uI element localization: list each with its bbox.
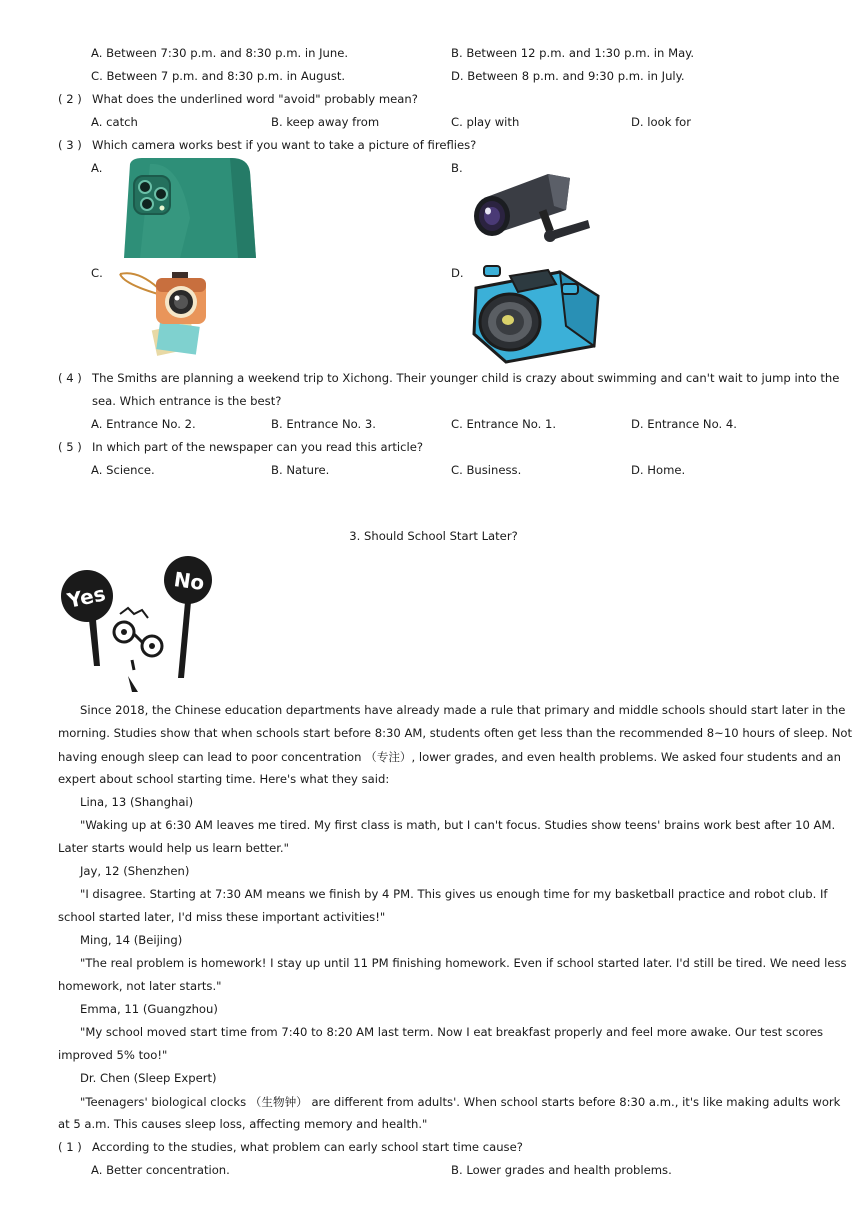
instant-camera-image	[118, 268, 210, 356]
speaker-dr-chen: Dr. Chen (Sleep Expert)	[80, 1071, 217, 1085]
q3-option-a-label: A.	[91, 161, 103, 175]
q3-option-c-label: C.	[91, 266, 103, 280]
article-title: 3. Should School Start Later?	[349, 529, 518, 543]
q1-option-a: A. Between 7:30 p.m. and 8:30 p.m. in June.	[91, 46, 349, 60]
intro-line-4: expert about school starting time. Here's what they said:	[58, 772, 390, 786]
q5-question: In which part of the newspaper can you read this article?	[92, 440, 424, 454]
q3-option-b-label: B.	[451, 161, 463, 175]
ming-quote-line-1: "The real problem is homework! I stay up until 11 PM finishing homework. Even if school started later. I'd still be tired. We need less	[80, 956, 847, 970]
q4-option-c: C. Entrance No. 1.	[451, 417, 557, 431]
q4-question-line2: sea. Which entrance is the best?	[92, 394, 282, 408]
yes-no-signs-illustration	[58, 552, 218, 697]
chen-quote-line-1: "Teenagers' biological clocks （生物钟） are different from adults'. When school starts before 8:30 a.m., it's like making adults work	[80, 1095, 841, 1109]
lina-quote-line-2: Later starts would help us learn better."	[58, 841, 289, 855]
q1-option-b: B. Between 12 p.m. and 1:30 p.m. in May.	[451, 46, 695, 60]
emma-quote-line-1: "My school moved start time from 7:40 to 8:20 AM last term. Now I eat breakfast properly and feel more awake. Our test scores	[80, 1025, 824, 1039]
sign-yes-text: Yes	[65, 581, 108, 613]
q3-option-d-label: D.	[451, 266, 464, 280]
q5-option-d: D. Home.	[631, 463, 686, 477]
q4-number: ( 4 )	[58, 371, 82, 385]
speaker-jay: Jay, 12 (Shenzhen)	[80, 864, 190, 878]
aq1-number: ( 1 )	[58, 1140, 82, 1154]
sign-no-text: No	[172, 567, 206, 596]
q2-option-b: B. keep away from	[271, 115, 380, 129]
q4-option-a: A. Entrance No. 2.	[91, 417, 196, 431]
aq1-option-b: B. Lower grades and health problems.	[451, 1163, 672, 1177]
chen-quote-line-2: at 5 a.m. This causes sleep loss, affecting memory and health."	[58, 1117, 428, 1131]
smartphone-camera-image	[120, 158, 260, 262]
dslr-camera-image	[470, 262, 602, 364]
q2-option-c: C. play with	[451, 115, 520, 129]
aq1-question: According to the studies, what problem can early school start time cause?	[92, 1140, 523, 1154]
intro-line-2: morning. Studies show that when schools start before 8:30 AM, students often get less than the recommended 8~10 hours of sleep. Not	[58, 726, 853, 740]
q3-question: Which camera works best if you want to take a picture of fireflies?	[92, 138, 477, 152]
lina-quote-line-1: "Waking up at 6:30 AM leaves me tired. My first class is math, but I can't focus. Studies show teens' brains work best after 10 AM.	[80, 818, 836, 832]
speaker-emma: Emma, 11 (Guangzhou)	[80, 1002, 218, 1016]
intro-line-3: having enough sleep can lead to poor concentration （专注）, lower grades, and even health problems. We asked four students and an	[58, 750, 842, 764]
emma-quote-line-2: improved 5% too!"	[58, 1048, 168, 1062]
q4-option-d: D. Entrance No. 4.	[631, 417, 737, 431]
q5-option-c: C. Business.	[451, 463, 522, 477]
speaker-ming: Ming, 14 (Beijing)	[80, 933, 183, 947]
q1-option-c: C. Between 7 p.m. and 8:30 p.m. in August.	[91, 69, 346, 83]
q4-option-b: B. Entrance No. 3.	[271, 417, 376, 431]
q5-number: ( 5 )	[58, 440, 82, 454]
q3-number: ( 3 )	[58, 138, 82, 152]
q2-number: ( 2 )	[58, 92, 82, 106]
q5-option-b: B. Nature.	[271, 463, 330, 477]
speaker-lina: Lina, 13 (Shanghai)	[80, 795, 194, 809]
q5-option-a: A. Science.	[91, 463, 155, 477]
q4-question-line1: The Smiths are planning a weekend trip to Xichong. Their younger child is crazy about swimming and can't wait to jump into the	[92, 371, 840, 385]
security-camera-image	[470, 170, 592, 250]
q1-option-d: D. Between 8 p.m. and 9:30 p.m. in July.	[451, 69, 685, 83]
q2-question: What does the underlined word "avoid" probably mean?	[92, 92, 418, 106]
ming-quote-line-2: homework, not later starts."	[58, 979, 222, 993]
intro-line-1: Since 2018, the Chinese education departments have already made a rule that primary and middle schools should start later in the	[80, 703, 846, 717]
aq1-option-a: A. Better concentration.	[91, 1163, 230, 1177]
jay-quote-line-1: "I disagree. Starting at 7:30 AM means we finish by 4 PM. This gives us enough time for my basketball practice and robot club. If	[80, 887, 828, 901]
q2-option-a: A. catch	[91, 115, 138, 129]
q2-option-d: D. look for	[631, 115, 692, 129]
jay-quote-line-2: school started later, I'd miss these important activities!"	[58, 910, 386, 924]
